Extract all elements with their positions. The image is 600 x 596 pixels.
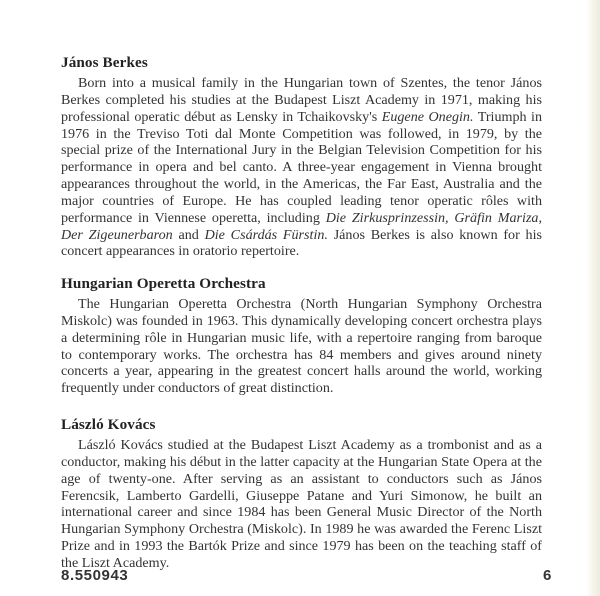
page-edge-shadow bbox=[586, 0, 600, 596]
section-paragraph bbox=[61, 296, 542, 397]
section-laszlo-kovacs bbox=[61, 416, 542, 572]
text-run: János Berkes is also known for his concert appearances in oratorio repertoire. bbox=[61, 226, 543, 260]
operetta-titles: Die Zirkusprinzessin, Gräfin Mariza, Der Zigeunerbaron bbox=[61, 209, 542, 243]
page-number: 6 bbox=[543, 567, 552, 584]
text-run: László Kovács studied at the Budapest Liszt Academy as a trombonist and as a conductor, making his début in the latter capacity at the Hungarian State Opera at the age of twenty-one. After serving as an assistant to conductors such as János Ferencsik, Lamberto Gardelli, Giuseppe Patane and Yuri Simonow, he built an international career and since 1984 has been General Music Director of the North Hungarian Symphony Orchestra (Miskolc). In 1989 he was awarded the Ferenc Liszt Prize and in 1993 the Bartók Prize and since 1979 has been on the teaching staff of the Liszt Academy. bbox=[61, 437, 542, 571]
section-heading: László Kovács bbox=[61, 416, 156, 433]
section-paragraph bbox=[61, 437, 542, 572]
section-heading: János Berkes bbox=[61, 54, 148, 71]
operetta-title: Die Csárdás Fürstin. bbox=[204, 226, 328, 243]
text-run: and bbox=[172, 226, 205, 243]
section-janos-berkes bbox=[61, 54, 542, 260]
section-paragraph bbox=[61, 75, 542, 260]
catalog-number: 8.550943 bbox=[61, 567, 129, 584]
opera-title: Eugene Onegin. bbox=[381, 108, 474, 125]
text-run: Triumph in 1976 in the Treviso Toti dal Monte Competition was followed, in 1979, by the special prize of the International Jury in the Belgian Television Competition for his performance in opera and bel canto. A three-year engagement in Vienna brought appearances throughout the world, in the Americas, the Far East, Australia and the major countries of Europe. He has coupled leading tenor operatic rôles with performance in Viennese operetta, including bbox=[61, 108, 542, 226]
section-hungarian-operetta-orchestra bbox=[61, 275, 542, 397]
text-run: Born into a musical family in the Hungarian town of Szentes, the tenor János Berkes completed his studies at the Budapest Liszt Academy in 1971, making his professional operatic début as Lensky in Tchaikovsky's bbox=[61, 75, 542, 125]
section-heading: Hungarian Operetta Orchestra bbox=[61, 275, 266, 292]
text-run: The Hungarian Operetta Orchestra (North Hungarian Symphony Orchestra Miskolc) was founded in 1963. This dynamically developing concert orchestra plays a determining rôle in Hungarian music life, with a repertoire ranging from baroque to contemporary works. The orchestra has 84 members and gives around ninety concerts a year, appearing in the greatest concert halls around the world, working frequently under conductors of great distinction. bbox=[61, 296, 542, 397]
